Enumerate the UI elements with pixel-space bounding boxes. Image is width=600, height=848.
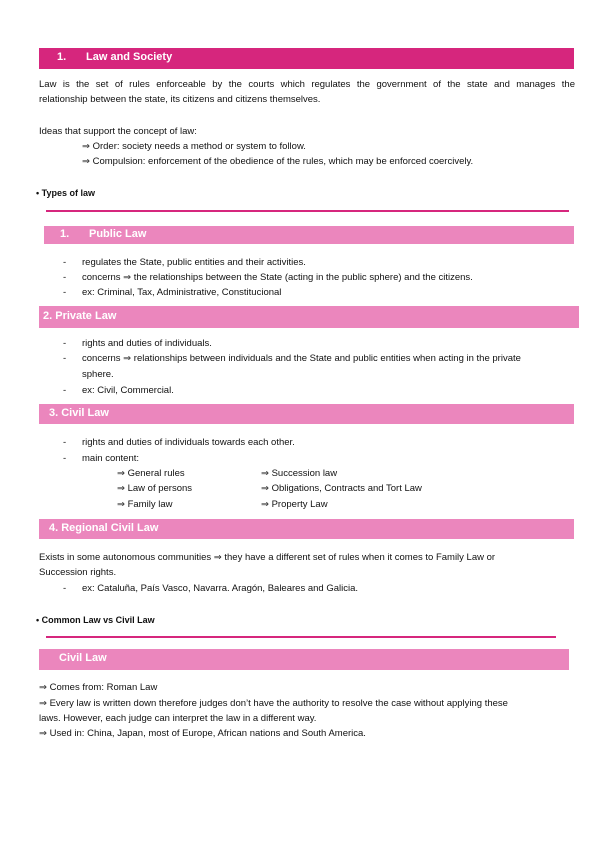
- idea-item: ⇒ Order: society needs a method or system to follow.: [82, 141, 306, 152]
- dash: -: [63, 453, 67, 464]
- civil-content-item: ⇒ General rules: [117, 468, 185, 479]
- section-title: Law and Society: [86, 51, 173, 63]
- common-vs-civil-heading: • Common Law vs Civil Law: [36, 615, 155, 625]
- civil-box-line: ⇒ Comes from: Roman Law: [39, 682, 158, 693]
- civil-box-line: laws. However, each judge can interpret the law in a different way.: [39, 713, 317, 724]
- dash: -: [63, 338, 67, 349]
- regional-line-1: Exists in some autonomous communities ⇒ they have a different set of rules when it comes to Family Law or: [39, 552, 496, 563]
- list-item: regulates the State, public entities and their activities.: [82, 257, 306, 268]
- civil-content-item: ⇒ Family law: [117, 499, 173, 510]
- intro-line-1: Law is the set of rules enforceable by the courts which regulates the government of the state and manages the: [39, 79, 575, 90]
- list-item: concerns ⇒ relationships between individuals and the State and public entities when acting in the private: [82, 353, 521, 364]
- dash: -: [63, 385, 67, 396]
- list-item: ex: Cataluña, País Vasco, Navarra. Aragón, Baleares and Galicia.: [82, 583, 359, 594]
- list-item: rights and duties of individuals towards each other.: [82, 437, 295, 448]
- dash: -: [63, 257, 67, 268]
- dash: -: [63, 272, 67, 283]
- subsection-title: 2. Private Law: [43, 310, 117, 322]
- dash: -: [63, 287, 67, 298]
- subsection-header-regional-civil-law: [39, 519, 574, 539]
- civil-content-item: ⇒ Law of persons: [117, 483, 193, 494]
- intro-line-2: relationship between the state, its citizens and citizens themselves.: [39, 94, 321, 105]
- subsection-title: Civil Law: [59, 652, 107, 664]
- ideas-heading: Ideas that support the concept of law:: [39, 126, 197, 137]
- subsection-header-public-law: [44, 226, 574, 244]
- divider: [46, 636, 556, 638]
- subsection-header-civil-law: [39, 404, 574, 424]
- list-item: rights and duties of individuals.: [82, 338, 212, 349]
- subsection-header-civil-law-box: [39, 649, 569, 670]
- list-item: ex: Civil, Commercial.: [82, 385, 174, 396]
- list-item: ex: Criminal, Tax, Administrative, Constitucional: [82, 287, 282, 298]
- civil-content-item: ⇒ Obligations, Contracts and Tort Law: [261, 483, 422, 494]
- dash: -: [63, 583, 67, 594]
- civil-content-item: ⇒ Property Law: [261, 499, 328, 510]
- subsection-title: 3. Civil Law: [49, 407, 109, 419]
- divider: [46, 210, 569, 212]
- section-header-law-and-society: [39, 48, 574, 69]
- types-of-law-heading: • Types of law: [36, 188, 95, 198]
- dash: -: [63, 437, 67, 448]
- list-item: main content:: [82, 453, 140, 464]
- civil-content-item: ⇒ Succession law: [261, 468, 338, 479]
- subsection-number: 1.: [60, 228, 70, 240]
- dash: -: [63, 353, 67, 364]
- idea-item: ⇒ Compulsion: enforcement of the obedience of the rules, which may be enforced coercively.: [82, 156, 474, 167]
- subsection-title: 4. Regional Civil Law: [49, 522, 159, 534]
- civil-box-line: ⇒ Every law is written down therefore judges don’t have the authority to resolve the case without applying these: [39, 698, 508, 709]
- subsection-header-private-law: [39, 306, 579, 328]
- subsection-title: Public Law: [89, 228, 147, 240]
- list-item: concerns ⇒ the relationships between the State (acting in the public sphere) and the citizens.: [82, 272, 473, 283]
- section-number: 1.: [57, 51, 67, 63]
- list-item-continuation: sphere.: [82, 369, 114, 380]
- civil-box-line: ⇒ Used in: China, Japan, most of Europe, African nations and South America.: [39, 728, 366, 739]
- regional-line-2: Succession rights.: [39, 567, 117, 578]
